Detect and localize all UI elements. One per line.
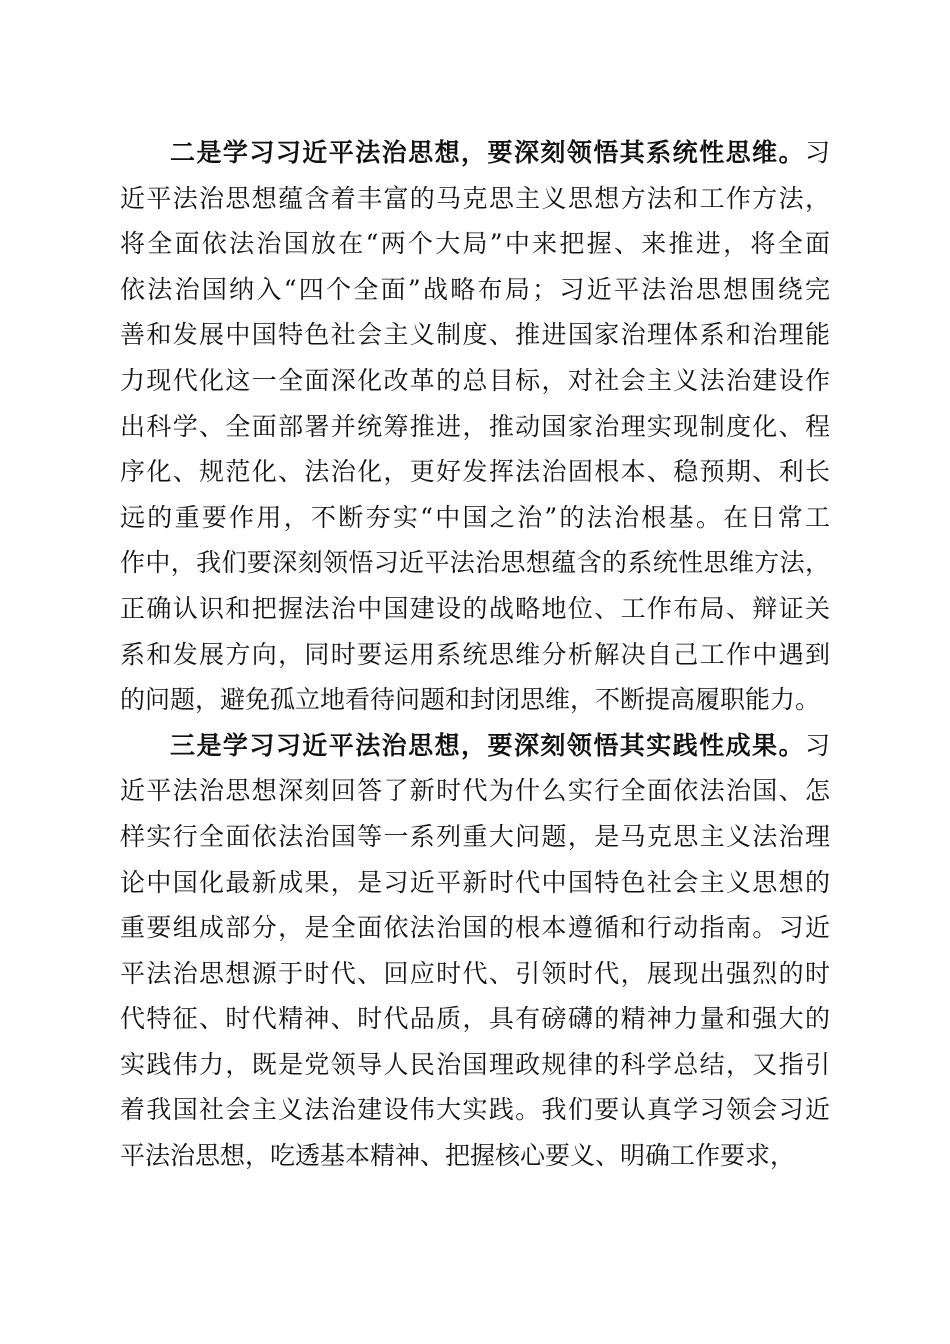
paragraph-1-line-5: 善和发展中国特色社会主义制度、推进国家治理体系和治理能 xyxy=(120,320,830,350)
paragraph-1-lead: 二是学习习近平法治思想，要深刻领悟其系统性思维。 xyxy=(170,138,805,167)
paragraph-1-line-10: 作中，我们要深刻领悟习近平法治思想蕴含的系统性思维方法， xyxy=(120,548,830,578)
paragraph-1-line-2: 近平法治思想蕴含着丰富的马克思主义思想方法和工作方法， xyxy=(120,183,830,213)
paragraph-1-line-6: 力现代化这一全面深化改革的总目标，对社会主义法治建设作 xyxy=(120,365,830,395)
paragraph-1-line-12: 系和发展方向，同时要运用系统思维分析解决自己工作中遇到 xyxy=(120,639,830,669)
paragraph-1-line-4: 依法治国纳入“四个全面”战略布局；习近平法治思想围绕完 xyxy=(120,274,830,304)
paragraph-2-line-7: 代特征、时代精神、时代品质，具有磅礴的精神力量和强大的 xyxy=(120,1004,830,1034)
paragraph-2-line-10: 平法治思想，吃透基本精神、把握核心要义、明确工作要求， xyxy=(120,1141,796,1171)
paragraph-1-line-8: 序化、规范化、法治化，更好发挥法治固根本、稳预期、利长 xyxy=(120,457,830,487)
paragraph-2-line-4: 论中国化最新成果，是习近平新时代中国特色社会主义思想的 xyxy=(120,867,830,897)
paragraph-1-line-11: 正确认识和把握法治中国建设的战略地位、工作布局、辩证关 xyxy=(120,593,830,623)
paragraph-1-line-9: 远的重要作用，不断夯实“中国之治”的法治根基。在日常工 xyxy=(120,502,830,532)
paragraph-2-line-1-text: 习 xyxy=(804,730,830,760)
paragraph-2-line-8: 实践伟力，既是党领导人民治国理政规律的科学总结，又指引 xyxy=(120,1049,830,1079)
document-body xyxy=(120,130,830,1179)
paragraph-1-line-7: 出科学、全面部署并统筹推进，推动国家治理实现制度化、程 xyxy=(120,411,830,441)
paragraph-2-line-6: 平法治思想源于时代、回应时代、引领时代，展现出强烈的时 xyxy=(120,958,830,988)
paragraph-2-line-2: 近平法治思想深刻回答了新时代为什么实行全面依法治国、怎 xyxy=(120,776,830,806)
paragraph-2-line-9: 着我国社会主义法治建设伟大实践。我们要认真学习领会习近 xyxy=(120,1095,830,1125)
paragraph-1-line-13: 的问题，避免孤立地看待问题和封闭思维，不断提高履职能力。 xyxy=(120,685,821,715)
paragraph-1-line-1 xyxy=(120,130,830,176)
paragraph-2-line-3: 样实行全面依法治国等一系列重大问题，是马克思主义法治理 xyxy=(120,821,830,851)
paragraph-1-line-1-text: 习 xyxy=(804,138,830,167)
paragraph-2-line-5: 重要组成部分，是全面依法治国的根本遵循和行动指南。习近 xyxy=(120,913,830,943)
paragraph-1-line-3: 将全面依法治国放在“两个大局”中来把握、来推进，将全面 xyxy=(120,229,830,259)
paragraph-2-lead: 三是学习习近平法治思想，要深刻领悟其实践性成果。 xyxy=(170,730,805,760)
paragraph-2-line-1 xyxy=(120,723,830,769)
